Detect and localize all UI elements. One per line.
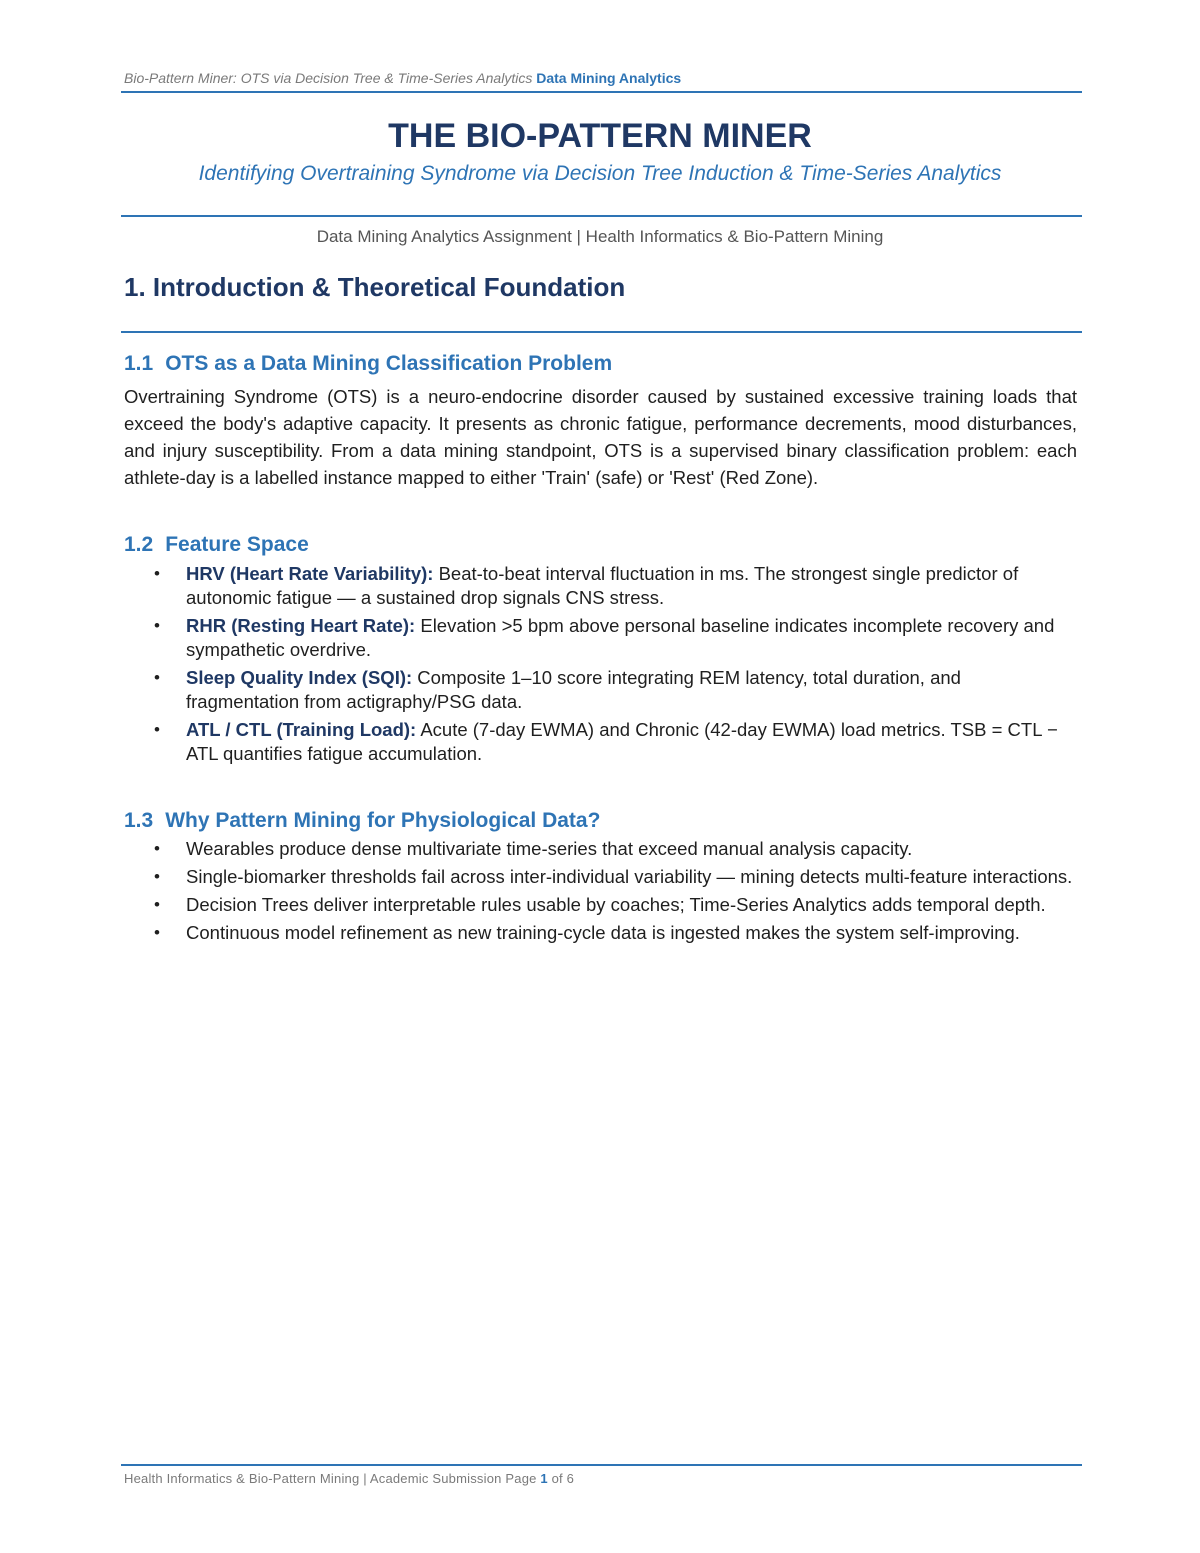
document-subtitle: Identifying Overtraining Syndrome via Decision Tree Induction & Time-Series Analytics bbox=[198, 162, 1002, 185]
page-label: Page bbox=[505, 1471, 537, 1486]
subsection-title: OTS as a Data Mining Classification Problem bbox=[165, 352, 613, 375]
feature-term: HRV (Heart Rate Variability): bbox=[186, 563, 434, 584]
list-item bbox=[124, 666, 1074, 714]
rationale-list bbox=[124, 837, 1074, 949]
list-item: • Continuous model refinement as new training-cycle data is ingested makes the system self-improving. bbox=[124, 921, 1074, 945]
running-footer bbox=[124, 1471, 574, 1486]
feature-description: Elevation >5 bpm above personal baseline indicates incomplete recovery and sympathetic overdrive. bbox=[186, 615, 1055, 660]
document-title: THE BIO-PATTERN MINER bbox=[388, 117, 812, 155]
feature-term: ATL / CTL (Training Load): bbox=[186, 719, 417, 740]
subsection-number: 1.2 bbox=[124, 533, 154, 556]
feature-term: RHR (Resting Heart Rate): bbox=[186, 615, 416, 636]
feature-list bbox=[124, 562, 1074, 770]
list-item: • Decision Trees deliver interpretable rules usable by coaches; Time-Series Analytics adds temporal depth. bbox=[124, 893, 1074, 917]
feature-term: Sleep Quality Index (SQI): bbox=[186, 667, 413, 688]
running-header-text: Bio-Pattern Miner: OTS via Decision Tree & Time-Series Analytics bbox=[124, 70, 533, 86]
feature-description: Beat-to-beat interval fluctuation in ms. The strongest single predictor of autonomic fatigue — a sustained drop signals CNS stress. bbox=[186, 563, 1019, 608]
subsection-title: Why Pattern Mining for Physiological Data? bbox=[165, 809, 601, 832]
running-header bbox=[124, 70, 681, 86]
page-total: of 6 bbox=[551, 1471, 575, 1486]
header-rule bbox=[121, 91, 1082, 93]
list-item: • Single-biomarker thresholds fail across inter-individual variability — mining detects multi-feature interactions. bbox=[124, 865, 1074, 889]
subsection-heading-1-1 bbox=[124, 352, 612, 376]
list-item bbox=[124, 718, 1074, 766]
subsection-heading-1-3 bbox=[124, 809, 600, 833]
list-item: • Wearables produce dense multivariate time-series that exceed manual analysis capacity. bbox=[124, 837, 1074, 861]
page-number: 1 bbox=[540, 1471, 548, 1486]
document-meta: Data Mining Analytics Assignment | Health Informatics & Bio-Pattern Mining bbox=[316, 227, 884, 246]
subsection-title: Feature Space bbox=[165, 533, 309, 556]
title-rule bbox=[121, 215, 1082, 217]
section-rule bbox=[121, 331, 1082, 333]
subsection-number: 1.3 bbox=[124, 809, 154, 832]
feature-description: Acute (7-day EWMA) and Chronic (42-day EWMA) load metrics. TSB = CTL − ATL quantifies fatigue accumulation. bbox=[186, 719, 1058, 764]
subsection-heading-1-2 bbox=[124, 533, 309, 557]
list-item bbox=[124, 614, 1074, 662]
footer-text: Health Informatics & Bio-Pattern Mining | Academic Submission bbox=[124, 1471, 502, 1486]
footer-rule bbox=[121, 1464, 1082, 1466]
section-heading: 1. Introduction & Theoretical Foundation bbox=[124, 272, 626, 302]
body-paragraph: Overtraining Syndrome (OTS) is a neuro-endocrine disorder caused by sustained excessive training loads that exceed the body's adaptive capacity. It presents as chronic fatigue, performance decrements, mood disturbances, and injury susceptibility. From a data mining standpoint, OTS is a supervised binary classification problem: each athlete-day is a labelled instance mapped to either 'Train' (safe) or 'Rest' (Red Zone). bbox=[124, 386, 1077, 488]
list-item bbox=[124, 562, 1074, 610]
feature-description: Composite 1–10 score integrating REM latency, total duration, and fragmentation from actigraphy/PSG data. bbox=[186, 667, 961, 712]
subsection-number: 1.1 bbox=[124, 352, 154, 375]
running-header-accent: Data Mining Analytics bbox=[536, 70, 682, 86]
